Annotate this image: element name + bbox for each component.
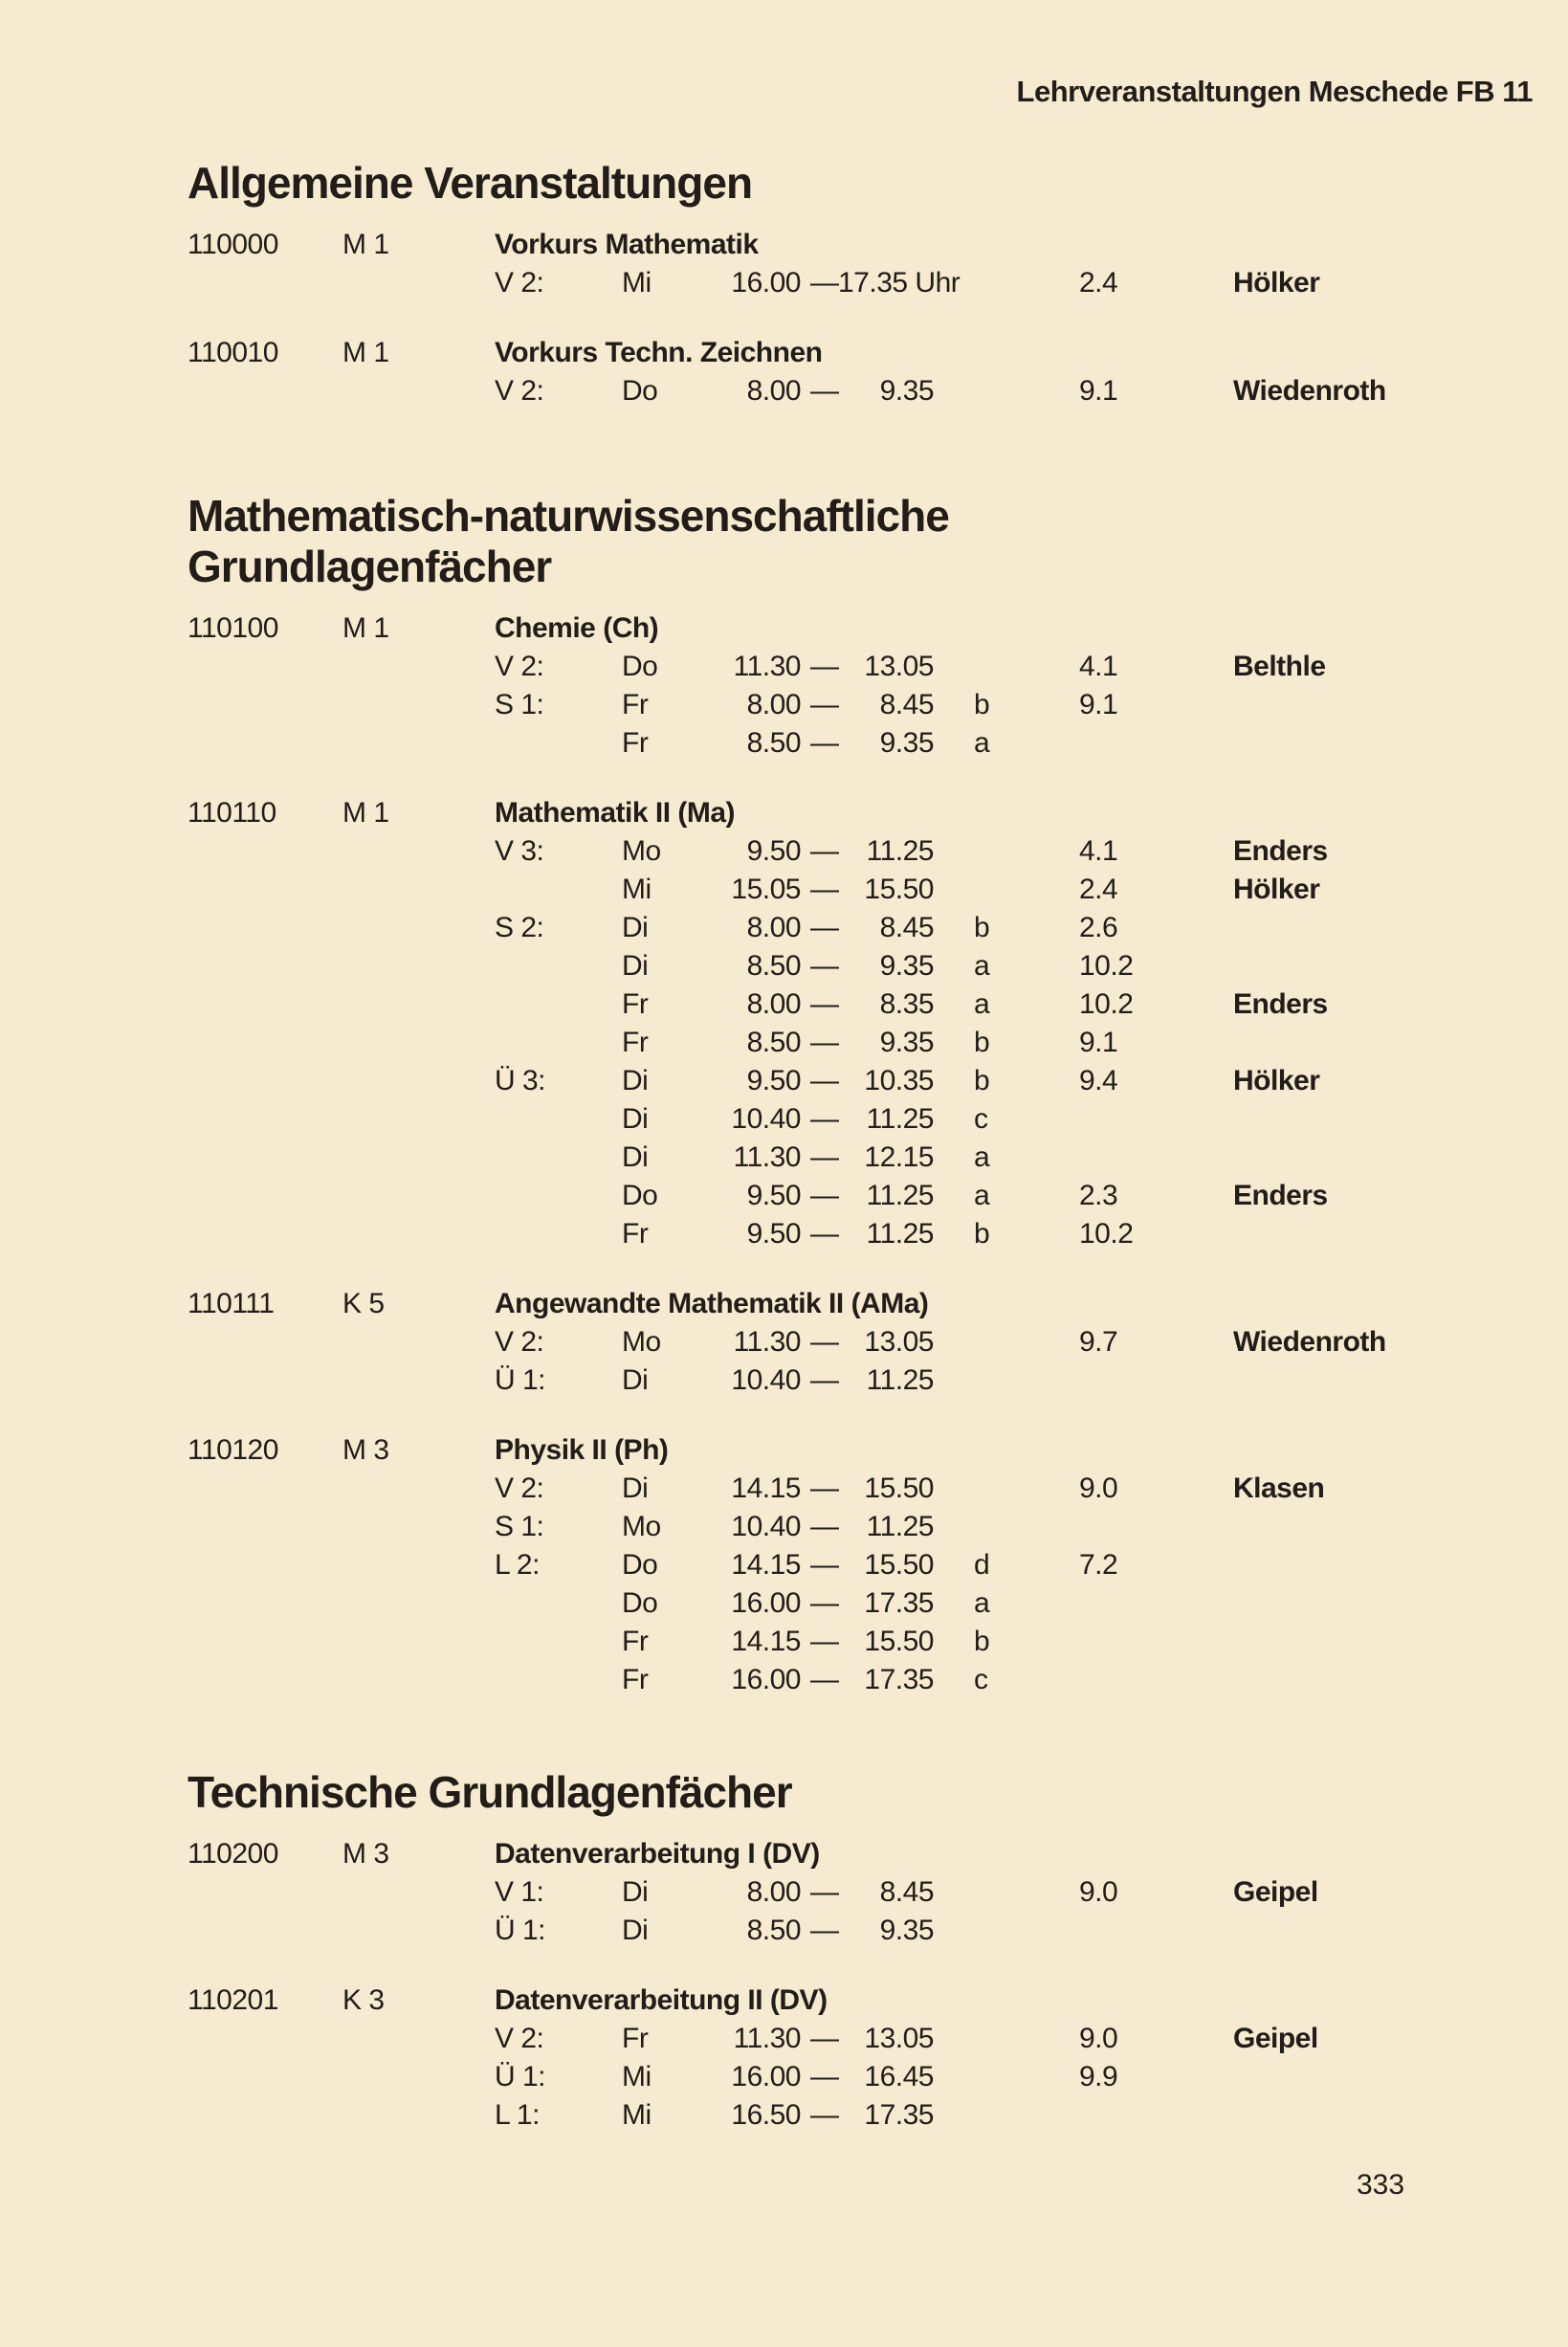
session-row (188, 1873, 1527, 1912)
session-row (188, 2058, 1527, 2096)
time-dash: — (810, 1472, 839, 1504)
session-group: d (974, 1549, 990, 1581)
session-end: 11.25 (866, 1511, 934, 1542)
course-entry (188, 334, 1527, 410)
session-start: 8.50 (746, 727, 801, 759)
session-end: 15.50 (864, 874, 934, 905)
session-day: Fr (622, 689, 649, 720)
time-dash: — (810, 1626, 839, 1657)
session-lecturer: Wiedenroth (1233, 1326, 1386, 1358)
time-dash: — (810, 267, 839, 299)
session-day: Do (622, 1180, 658, 1211)
course-number: 110111 (188, 1288, 275, 1319)
course-header-row (188, 334, 1527, 372)
session-day: Mi (622, 2061, 651, 2092)
session-start: 8.50 (746, 1027, 801, 1058)
time-dash: — (810, 1876, 839, 1908)
session-start: 14.15 (731, 1549, 801, 1581)
section-title (188, 1767, 1527, 1818)
session-end: 9.35 (879, 1915, 934, 1946)
time-dash: — (810, 1027, 839, 1058)
session-group: c (974, 1664, 988, 1695)
session-end: 15.50 (864, 1626, 934, 1657)
section-title-line: Technische Grundlagenfächer (188, 1767, 792, 1817)
course-entry (188, 794, 1527, 1253)
course-title: Vorkurs Techn. Zeichnen (495, 337, 823, 368)
session-row (188, 1062, 1527, 1100)
session-row (188, 947, 1527, 985)
time-dash: — (810, 835, 839, 867)
session-kind: V 2: (495, 1472, 544, 1504)
session-row (188, 648, 1527, 686)
session-day: Mi (622, 874, 651, 905)
session-start: 8.50 (746, 950, 801, 982)
session-group: a (974, 1180, 990, 1211)
session-kind: L 1: (495, 2099, 540, 2131)
course-type: M 1 (342, 797, 389, 829)
time-dash: — (810, 2023, 839, 2054)
session-day: Mi (622, 2099, 651, 2131)
session-row (188, 1661, 1527, 1699)
time-dash: — (810, 1915, 839, 1946)
course-header-row (188, 794, 1527, 832)
session-start: 9.50 (746, 1065, 801, 1096)
time-dash: — (810, 689, 839, 720)
session-end: 8.45 (879, 689, 934, 720)
time-dash: — (810, 2061, 839, 2092)
session-group: b (974, 1626, 990, 1657)
session-end: 11.25 (866, 835, 934, 867)
session-end: 17.35 (864, 2099, 934, 2131)
session-start: 8.00 (746, 375, 801, 407)
session-day: Di (622, 950, 649, 982)
time-dash: — (810, 1180, 839, 1211)
session-row (188, 1177, 1527, 1215)
session-start: 11.30 (733, 1141, 801, 1173)
session-kind: V 2: (495, 375, 544, 407)
time-dash: — (810, 1218, 839, 1250)
session-end: 13.05 (864, 1326, 934, 1358)
session-row (188, 1139, 1527, 1177)
session-start: 8.50 (746, 1915, 801, 1946)
session-start: 16.00 (731, 2061, 801, 2092)
time-dash: — (810, 1065, 839, 1096)
session-start: 15.05 (731, 874, 801, 905)
session-room: 4.1 (1079, 835, 1118, 867)
session-group: a (974, 950, 990, 982)
session-start: 14.15 (731, 1626, 801, 1657)
time-dash: — (810, 1587, 839, 1619)
session-row (188, 2096, 1527, 2135)
session-start: 8.00 (746, 912, 801, 943)
session-row (188, 1508, 1527, 1546)
session-lecturer: Klasen (1233, 1472, 1325, 1504)
page-number: 333 (1357, 2169, 1405, 2201)
session-row (188, 832, 1527, 871)
session-day: Di (622, 1364, 649, 1396)
session-kind: L 2: (495, 1549, 540, 1581)
course-entry (188, 1285, 1527, 1400)
session-start: 11.30 (733, 2023, 801, 2054)
session-room: 9.0 (1079, 1876, 1118, 1908)
session-row (188, 686, 1527, 724)
session-room: 9.9 (1079, 2061, 1118, 2092)
session-row (188, 2020, 1527, 2058)
session-group: b (974, 1218, 990, 1250)
session-day: Fr (622, 1626, 649, 1657)
session-kind: Ü 1: (495, 1915, 546, 1946)
time-dash: — (810, 375, 839, 407)
session-day: Do (622, 1549, 658, 1581)
session-room: 2.4 (1079, 874, 1118, 905)
session-start: 10.40 (731, 1511, 801, 1542)
session-end: 8.45 (879, 1876, 934, 1908)
course-header-row (188, 1285, 1527, 1323)
session-day: Mo (622, 835, 661, 867)
course-header-row (188, 1431, 1527, 1470)
session-kind: S 1: (495, 689, 544, 720)
session-row (188, 724, 1527, 763)
session-day: Di (622, 1472, 649, 1504)
session-room: 2.3 (1079, 1180, 1118, 1211)
course-header-row (188, 1982, 1527, 2020)
session-room: 9.1 (1079, 375, 1118, 407)
course-listing (188, 158, 1527, 2135)
session-room: 9.7 (1079, 1326, 1118, 1358)
course-header-row (188, 609, 1527, 648)
session-end: 11.25 (866, 1103, 934, 1135)
course-title: Mathematik II (Ma) (495, 797, 736, 829)
session-lecturer: Geipel (1233, 2023, 1318, 2054)
session-lecturer: Enders (1233, 835, 1328, 867)
course-type: M 3 (342, 1838, 389, 1870)
session-group: a (974, 1587, 990, 1619)
session-end: 9.35 (879, 950, 934, 982)
session-room: 9.0 (1079, 2023, 1118, 2054)
time-dash: — (810, 727, 839, 759)
session-day: Fr (622, 1664, 649, 1695)
session-day: Di (622, 1065, 649, 1096)
session-day: Di (622, 1103, 649, 1135)
session-kind: V 2: (495, 651, 544, 682)
session-start: 16.00 (731, 267, 801, 299)
session-start: 14.15 (731, 1472, 801, 1504)
session-lecturer: Hölker (1233, 267, 1320, 299)
session-row (188, 1584, 1527, 1623)
session-end: 17.35 (864, 1587, 934, 1619)
course-number: 110100 (188, 612, 278, 644)
session-lecturer: Hölker (1233, 874, 1320, 905)
session-room: 2.6 (1079, 912, 1118, 943)
section (188, 491, 1527, 1699)
course-entry (188, 1835, 1527, 1950)
session-end: 8.45 (879, 912, 934, 943)
session-start: 10.40 (731, 1103, 801, 1135)
session-day: Fr (622, 988, 649, 1020)
session-end: 11.25 (866, 1218, 934, 1250)
section (188, 1767, 1527, 2135)
course-number: 110010 (188, 337, 278, 368)
course-type: M 3 (342, 1434, 389, 1466)
session-room: 10.2 (1079, 950, 1134, 982)
time-dash: — (810, 874, 839, 905)
time-dash: — (810, 651, 839, 682)
session-row (188, 1215, 1527, 1253)
session-end: 16.45 (864, 2061, 934, 2092)
session-kind: V 2: (495, 2023, 544, 2054)
session-start: 8.00 (746, 689, 801, 720)
session-row (188, 985, 1527, 1024)
session-room: 7.2 (1079, 1549, 1118, 1581)
session-start: 16.00 (731, 1587, 801, 1619)
section (188, 158, 1527, 410)
session-end: 8.35 (879, 988, 934, 1020)
session-end: 9.35 (879, 1027, 934, 1058)
session-start: 9.50 (746, 835, 801, 867)
session-end: 15.50 (864, 1549, 934, 1581)
time-dash: — (810, 950, 839, 982)
session-room: 4.1 (1079, 651, 1118, 682)
course-type: M 1 (342, 337, 389, 368)
session-row (188, 909, 1527, 947)
session-lecturer: Wiedenroth (1233, 375, 1386, 407)
session-day: Do (622, 1587, 658, 1619)
time-dash: — (810, 1549, 839, 1581)
session-start: 16.50 (731, 2099, 801, 2131)
session-day: Fr (622, 727, 649, 759)
course-entry (188, 226, 1527, 302)
section-title-line: Grundlagenfächer (188, 542, 552, 591)
time-dash: — (810, 1664, 839, 1695)
session-row (188, 871, 1527, 909)
session-kind: Ü 1: (495, 2061, 546, 2092)
session-day: Do (622, 651, 658, 682)
session-group: a (974, 727, 990, 759)
session-day: Mo (622, 1511, 661, 1542)
session-day: Mo (622, 1326, 661, 1358)
session-day: Di (622, 1876, 649, 1908)
session-room: 9.1 (1079, 689, 1118, 720)
session-day: Mi (622, 267, 651, 299)
session-kind: Ü 1: (495, 1364, 546, 1396)
session-row (188, 1470, 1527, 1508)
session-row (188, 1623, 1527, 1661)
course-type: K 5 (342, 1288, 385, 1319)
session-lecturer: Geipel (1233, 1876, 1318, 1908)
session-room: 9.4 (1079, 1065, 1118, 1096)
session-room: 2.4 (1079, 267, 1118, 299)
session-start: 11.30 (733, 651, 801, 682)
session-group: c (974, 1103, 988, 1135)
section-title-line: Allgemeine Veranstaltungen (188, 158, 753, 208)
session-day: Di (622, 912, 649, 943)
session-end: 17.35 Uhr (838, 267, 961, 299)
course-number: 110201 (188, 1984, 278, 2016)
course-title: Datenverarbeitung I (DV) (495, 1838, 820, 1870)
session-lecturer: Enders (1233, 1180, 1328, 1211)
session-start: 8.00 (746, 1876, 801, 1908)
course-number: 110110 (188, 797, 276, 829)
session-kind: S 2: (495, 912, 544, 943)
section-title-line: Mathematisch-naturwissenschaftliche (188, 491, 949, 541)
course-type: M 1 (342, 612, 389, 644)
session-end: 17.35 (864, 1664, 934, 1695)
course-type: K 3 (342, 1984, 385, 2016)
session-kind: V 3: (495, 835, 544, 867)
session-kind: V 1: (495, 1876, 544, 1908)
time-dash: — (810, 2099, 839, 2131)
session-day: Fr (622, 1218, 649, 1250)
running-header: Lehrveranstaltungen Meschede FB 11 (1016, 75, 1533, 108)
session-start: 9.50 (746, 1180, 801, 1211)
course-title: Physik II (Ph) (495, 1434, 669, 1466)
session-row (188, 1912, 1527, 1950)
session-lecturer: Belthle (1233, 651, 1326, 682)
course-number: 110000 (188, 229, 278, 260)
session-kind: V 2: (495, 1326, 544, 1358)
session-end: 10.35 (864, 1065, 934, 1096)
session-end: 13.05 (864, 2023, 934, 2054)
session-end: 12.15 (864, 1141, 934, 1173)
course-type: M 1 (342, 229, 389, 260)
session-group: a (974, 1141, 990, 1173)
session-row (188, 372, 1527, 410)
time-dash: — (810, 1326, 839, 1358)
session-day: Fr (622, 2023, 649, 2054)
session-row (188, 1323, 1527, 1362)
session-day: Fr (622, 1027, 649, 1058)
session-end: 9.35 (879, 727, 934, 759)
course-title: Chemie (Ch) (495, 612, 659, 644)
session-kind: Ü 3: (495, 1065, 546, 1096)
session-group: b (974, 689, 990, 720)
section-title (188, 158, 1527, 209)
course-header-row (188, 226, 1527, 264)
time-dash: — (810, 988, 839, 1020)
time-dash: — (810, 1103, 839, 1135)
course-number: 110200 (188, 1838, 278, 1870)
session-row (188, 264, 1527, 302)
session-room: 10.2 (1079, 1218, 1134, 1250)
course-entry (188, 1431, 1527, 1699)
session-end: 13.05 (864, 651, 934, 682)
session-day: Di (622, 1915, 649, 1946)
session-end: 15.50 (864, 1472, 934, 1504)
session-row (188, 1362, 1527, 1400)
session-group: b (974, 1065, 990, 1096)
section-title (188, 491, 1527, 592)
time-dash: — (810, 1511, 839, 1542)
session-day: Do (622, 375, 658, 407)
session-row (188, 1100, 1527, 1139)
session-lecturer: Enders (1233, 988, 1328, 1020)
session-start: 10.40 (731, 1364, 801, 1396)
course-number: 110120 (188, 1434, 278, 1466)
time-dash: — (810, 912, 839, 943)
course-entry (188, 1982, 1527, 2135)
course-entry (188, 609, 1527, 763)
session-start: 11.30 (733, 1326, 801, 1358)
session-start: 16.00 (731, 1664, 801, 1695)
session-day: Di (622, 1141, 649, 1173)
course-title: Datenverarbeitung II (DV) (495, 1984, 828, 2016)
session-kind: V 2: (495, 267, 544, 299)
session-group: b (974, 1027, 990, 1058)
course-header-row (188, 1835, 1527, 1873)
session-room: 9.1 (1079, 1027, 1118, 1058)
time-dash: — (810, 1364, 839, 1396)
course-title: Angewandte Mathematik II (AMa) (495, 1288, 929, 1319)
session-start: 9.50 (746, 1218, 801, 1250)
time-dash: — (810, 1141, 839, 1173)
session-end: 9.35 (879, 375, 934, 407)
session-end: 11.25 (866, 1364, 934, 1396)
session-end: 11.25 (866, 1180, 934, 1211)
session-kind: S 1: (495, 1511, 544, 1542)
session-group: b (974, 912, 990, 943)
session-group: a (974, 988, 990, 1020)
session-room: 10.2 (1079, 988, 1134, 1020)
course-title: Vorkurs Mathematik (495, 229, 759, 260)
session-room: 9.0 (1079, 1472, 1118, 1504)
session-row (188, 1024, 1527, 1062)
session-row (188, 1546, 1527, 1584)
session-start: 8.00 (746, 988, 801, 1020)
session-lecturer: Hölker (1233, 1065, 1320, 1096)
